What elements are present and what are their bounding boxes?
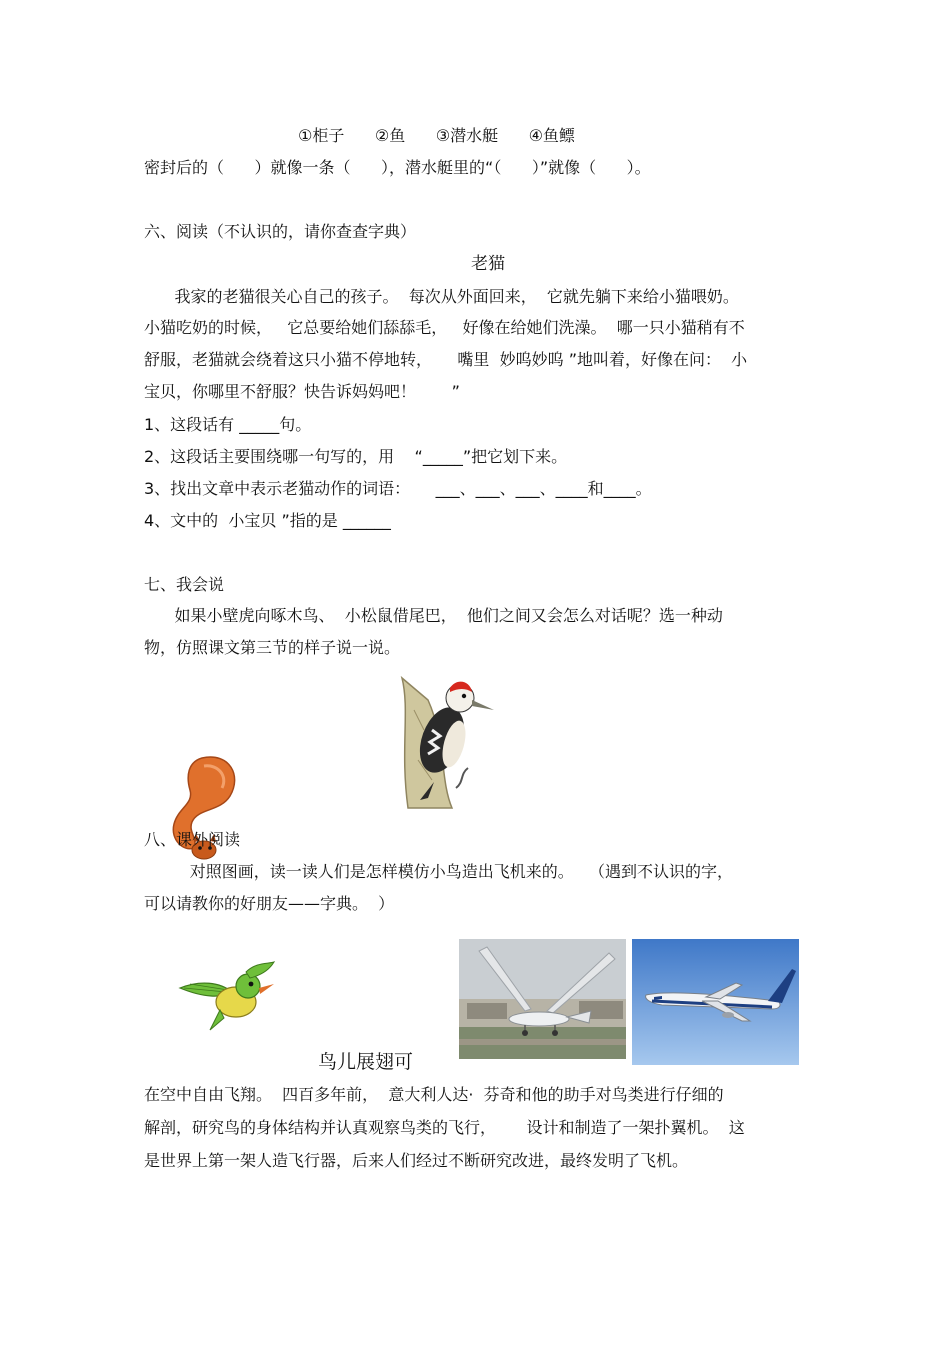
section7-line-1: 如果小壁虎向啄木鸟、 小松鼠借尾巴， 他们之间又会怎么对话呢？选一种动 [144,606,723,625]
question-4: 4、文中的 小宝贝 ”指的是 ______ [144,511,391,530]
green-bird-image [176,958,280,1034]
story-line-3: 舒服，老猫就会绕着这只小猫不停地转， 嘴里 妙呜妙呜 ”地叫着，好像在问： 小 [144,350,748,369]
story-title: 老猫 [471,254,505,274]
story-line-4: 宝贝，你哪里不舒服？快告诉妈妈吧！ ” [144,382,460,401]
bird-caption: 鸟儿展翅可 [318,1051,414,1073]
woodpecker-image [380,670,498,810]
section7-line-2: 物，仿照课文第三节的样子说一说。 [144,638,401,657]
ornithopter-photo [459,939,626,1059]
section8-line-2: 可以请教你的好朋友——字典。 ） [144,894,395,913]
section7-heading: 七、我会说 [144,575,225,594]
section6-heading: 六、阅读（不认识的，请你查查字典） [144,222,417,241]
section8-heading: 八、课外阅读 [144,830,241,849]
question-2: 2、这段话主要围绕哪一句写的，用 “_____”把它划下来。 [144,447,568,466]
story-line-2: 小猫吃奶的时候， 它总要给她们舔舔毛， 好像在给她们洗澡。 哪一只小猫稍有不 [144,318,745,337]
question-3: 3、找出文章中表示老猫动作的词语： ___、___、___、____和____。 [144,479,652,498]
story-line-1: 我家的老猫很关心自己的孩子。 每次从外面回来， 它就先躺下来给小猫喂奶。 [144,287,739,306]
fill-sentence: 密封后的（ ）就像一条（ ），潜水艇里的“（ ）”就像（ ）。 [144,158,651,177]
question-1: 1、这段话有 _____句。 [144,415,312,434]
airliner-photo [632,939,799,1065]
section8-line-1: 对照图画，读一读人们是怎样模仿小鸟造出飞机来的。 （遇到不认识的字， [144,862,734,881]
passage-line-3: 是世界上第一架人造飞行器，后来人们经过不断研究改进，最终发明了飞机。 [144,1151,689,1170]
fill-options: ①柜子 ②鱼 ③潜水艇 ④鱼鳔 [298,126,575,145]
passage-line-2: 解剖，研究鸟的身体结构并认真观察鸟类的飞行， 设计和制造了一架扑翼机。 这 [144,1118,745,1137]
passage-line-1: 在空中自由飞翔。 四百多年前， 意大利人达· 芬奇和他的助手对鸟类进行仔细的 [144,1085,724,1104]
